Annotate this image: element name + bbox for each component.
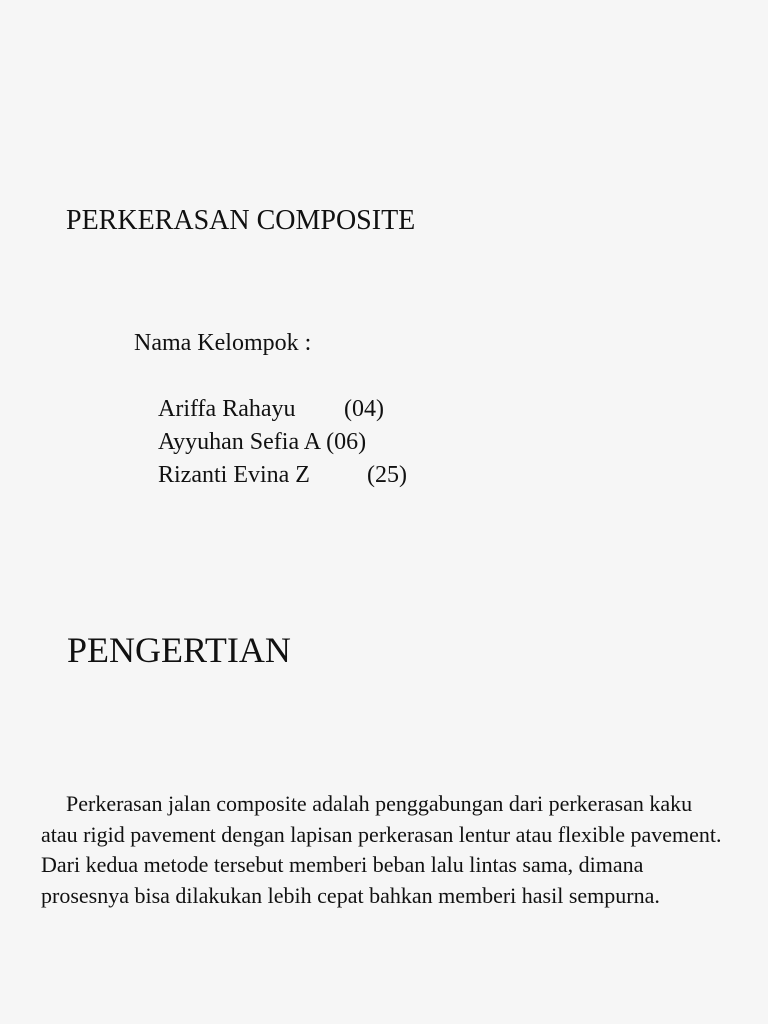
member-row bbox=[134, 360, 407, 422]
document-title: PERKERASAN COMPOSITE bbox=[66, 205, 416, 236]
member-number: (04) bbox=[344, 396, 384, 422]
group-members-block bbox=[134, 327, 407, 488]
member-name: Ariffa Rahayu bbox=[158, 396, 296, 422]
member-name: Rizanti Evina Z bbox=[158, 462, 310, 488]
member-number: (25) bbox=[367, 462, 407, 488]
section-heading: PENGERTIAN bbox=[67, 630, 291, 670]
member-name: Ayyuhan Sefia A bbox=[158, 429, 322, 455]
member-number: (06) bbox=[326, 429, 367, 455]
group-label: Nama Kelompok : bbox=[134, 330, 312, 356]
definition-paragraph: Perkerasan jalan composite adalah penggabungan dari perkerasan kaku atau rigid pavement dengan lapisan perkerasan lentur atau flexible pavement. Dari kedua metode tersebut memberi beban lalu lintas sama, dimana prosesnya bisa dilakukan lebih cepat bahkan memberi hasil sempurna. bbox=[41, 791, 722, 908]
